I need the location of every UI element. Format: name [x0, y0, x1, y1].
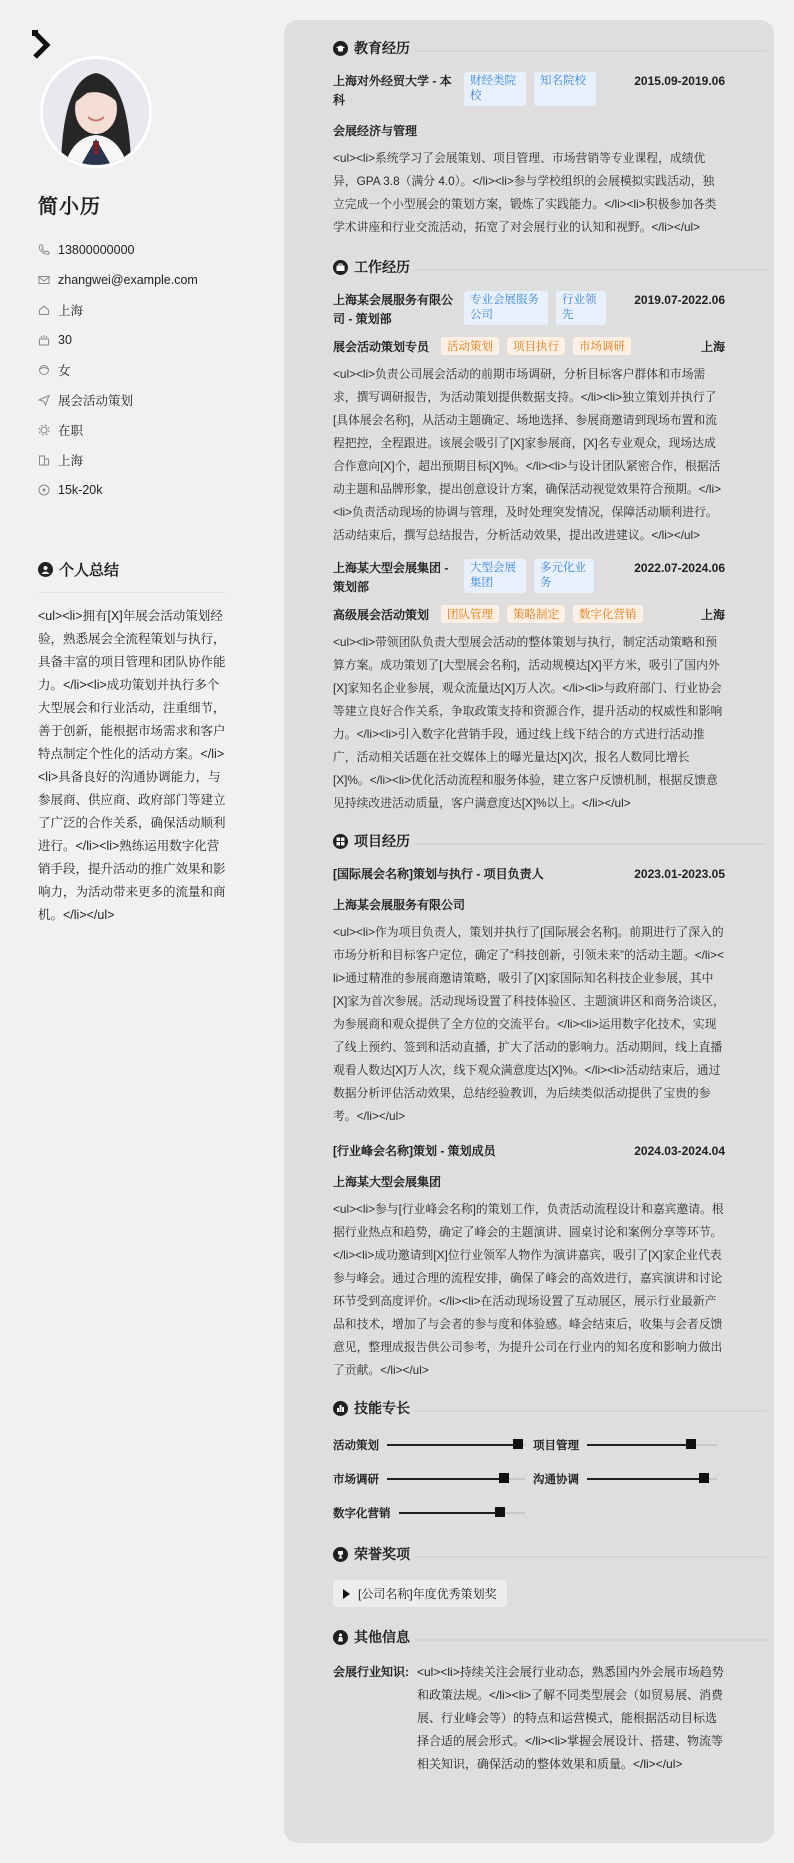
project-name: [行业峰会名称]策划 - 策划成员	[333, 1144, 496, 1158]
age-value: 30	[58, 333, 72, 347]
work-location: 上海	[700, 607, 725, 622]
skill-tag: 数字化营销	[573, 605, 643, 623]
status-value: 在职	[58, 424, 84, 438]
project-item-header	[333, 1142, 725, 1161]
triangle-right-icon	[343, 1589, 350, 1599]
trophy-icon	[333, 1547, 348, 1562]
age-icon	[38, 334, 50, 346]
skill-item	[333, 1466, 533, 1492]
skill-bar-fill	[399, 1512, 500, 1514]
skills-title	[333, 1396, 766, 1420]
skills-title-text: 技能专长	[354, 1400, 410, 1416]
education-section	[333, 36, 766, 239]
honors-section	[333, 1542, 766, 1607]
company-tag: 专业会展服务公司	[464, 291, 548, 325]
summary-section	[38, 559, 226, 927]
skill-tag: 策略制定	[507, 605, 565, 623]
home-row	[38, 295, 226, 325]
education-item-header	[333, 72, 725, 110]
city-row	[38, 445, 226, 475]
other-section	[333, 1625, 766, 1776]
work-desc: <ul><li>带领团队负责大型展会活动的整体策划与执行，制定活动策略和预算方案。成功策划了[大型展会名称]，活动规模达[X]平方米，吸引了国内外[X]家知名企业参展，观众流量达[X]万人次。</li><li>与政府部门、行业协会等建立良好合作关系，争取政策支持和资源合作，提升活动的权威性和影响力。</li><li>引入数字化营销手段，通过线上线下结合的方式进行活动推广，活动相关话题在社交媒体上的曝光量达[X]次，报名人数同比增长[X]%。</li><li>优化活动流程和服务体验，建立客户反馈机制，根据反馈意见持续改进活动质量，客户满意度达[X]%以上。</li></ul>	[333, 635, 723, 810]
gender-value: 女	[58, 364, 71, 378]
summary-title	[38, 559, 226, 593]
skill-bar-fill	[587, 1478, 704, 1480]
project-item-header	[333, 865, 725, 884]
mail-icon	[38, 274, 50, 286]
work-location: 上海	[700, 339, 725, 354]
education-title	[333, 36, 766, 60]
skill-bar	[587, 1478, 717, 1480]
work-role-line	[333, 605, 725, 623]
skill-bar-knob	[686, 1439, 696, 1449]
skill-bar	[387, 1444, 525, 1446]
divider	[415, 269, 766, 271]
gender-row	[38, 355, 226, 385]
skill-label: 数字化营销	[333, 1508, 391, 1520]
briefcase-icon	[333, 260, 348, 275]
divider	[415, 843, 766, 845]
status-row	[38, 415, 226, 445]
email-value: zhangwei@example.com	[58, 273, 198, 287]
skill-bar	[399, 1512, 525, 1514]
divider	[415, 50, 766, 52]
salary-row	[38, 475, 226, 505]
skill-tag: 项目执行	[507, 337, 565, 355]
email-row	[38, 265, 226, 295]
skill-tag: 团队管理	[441, 605, 499, 623]
work-item-header	[333, 559, 725, 597]
company-name: 上海某大型会展集团 - 策划部	[333, 561, 449, 594]
phone-row	[38, 235, 226, 265]
skill-label: 市场调研	[333, 1474, 379, 1486]
divider	[415, 1410, 766, 1412]
education-title-text: 教育经历	[354, 40, 410, 56]
school-tag: 知名院校	[534, 72, 596, 106]
user-icon	[38, 562, 53, 577]
sidebar	[38, 56, 226, 927]
projects-title-text: 项目经历	[354, 833, 410, 849]
profile-name: 简小历	[38, 196, 101, 218]
project-desc: <ul><li>作为项目负责人，策划并执行了[国际展会名称]。前期进行了深入的市场分析和目标客户定位，确定了“科技创新，引领未来”的活动主题。</li><li>通过精准的参展商邀请策略，吸引了[X]家国际知名科技企业参展，其中[X]家为首次参展。活动现场设置了科技体验区、主题演讲区和商务洽谈区，为参展商和观众提供了全方位的交流平台。</li><li>运用数字化技术，实现了线上预约、签到和活动直播，扩大了活动的影响力。活动期间，线上直播观看人数达[X]万人次，线下观众满意度达[X]%。</li><li>活动结束后，通过数据分析评估活动效果，总结经验教训，为后续类似活动提供了宝贵的参考。</li></ul>	[333, 925, 725, 1123]
skill-label: 沟通协调	[533, 1474, 579, 1486]
home-icon	[38, 304, 50, 316]
company-name: 上海某会展服务有限公司 - 策划部	[333, 293, 454, 326]
project-name: [国际展会名称]策划与执行 - 项目负责人	[333, 867, 544, 881]
work-title	[333, 255, 766, 279]
major: 会展经济与管理	[333, 124, 418, 138]
skill-item	[533, 1432, 725, 1458]
school-tags	[464, 72, 634, 106]
skill-bar-knob	[495, 1507, 505, 1517]
skills-section	[333, 1396, 766, 1526]
skill-tag: 活动策划	[441, 337, 499, 355]
skill-bar-fill	[587, 1444, 691, 1446]
education-desc: <ul><li>系统学习了会展策划、项目管理、市场营销等专业课程，成绩优异，GPA 3.8（满分 4.0）。</li><li>参与学校组织的会展模拟实践活动，独立完成一个小型展会的策划方案，锻炼了实践能力。</li><li>积极参加各类学术讲座和行业交流活动，拓宽了对会展行业的认知和视野。</li></ul>	[333, 151, 717, 234]
school-name: 上海对外经贸大学 - 本科	[333, 74, 452, 107]
graduation-cap-icon	[333, 41, 348, 56]
other-title	[333, 1625, 766, 1649]
skill-bar-knob	[513, 1439, 523, 1449]
send-icon	[38, 394, 50, 406]
work-title-text: 工作经历	[354, 259, 410, 275]
skills-grid	[333, 1432, 766, 1526]
contact-info	[38, 235, 226, 505]
project-date: 2024.03-2024.04	[634, 1144, 725, 1158]
person-icon	[333, 1630, 348, 1645]
company-tag: 行业领先	[556, 291, 606, 325]
company-tags	[464, 559, 634, 593]
skill-item	[533, 1466, 725, 1492]
project-desc: <ul><li>参与[行业峰会名称]的策划工作，负责活动流程设计和嘉宾邀请。根据行业热点和趋势，确定了峰会的主题演讲、圆桌讨论和案例分享等环节。</li><li>成功邀请到[X]位行业领军人物作为演讲嘉宾，吸引了[X]家企业代表参与峰会。通过合理的流程安排，确保了峰会的高效进行，嘉宾演讲和讨论环节受到高度评价。</li><li>在活动现场设置了互动展区，展示行业最新产品和技术，增加了与会者的参与度和体验感。峰会结束后，收集与会者反馈意见，整理成报告供公司参考，为提升公司在行业内的知名度和影响力做出了贡献。</li></ul>	[333, 1202, 724, 1377]
skill-item	[333, 1432, 533, 1458]
gender-icon	[38, 364, 50, 376]
skill-bar-fill	[387, 1444, 518, 1446]
education-date: 2015.09-2019.06	[634, 74, 725, 88]
work-item-header	[333, 291, 725, 329]
bar-chart-icon	[333, 1401, 348, 1416]
skill-bar	[387, 1478, 525, 1480]
honor-label: [公司名称]年度优秀策划奖	[358, 1587, 497, 1601]
city-value: 上海	[58, 454, 84, 468]
job-role: 高级展会活动策划	[333, 607, 430, 622]
divider	[415, 1556, 766, 1558]
work-date: 2022.07-2024.06	[634, 561, 725, 575]
avatar	[40, 56, 152, 168]
work-role-line	[333, 337, 725, 355]
honors-title	[333, 1542, 766, 1566]
job-role: 展会活动策划专员	[333, 339, 430, 354]
home-value: 上海	[58, 304, 84, 318]
grid-icon	[333, 834, 348, 849]
school-tag: 财经类院校	[464, 72, 526, 106]
skill-bar-fill	[387, 1478, 504, 1480]
work-desc: <ul><li>负责公司展会活动的前期市场调研，分析目标客户群体和市场需求，撰写调研报告，为活动策划提供数据支持。</li><li>独立策划并执行了[具体展会名称]，从活动主题确定、场地选择、参展商邀请到现场布置和流程把控，全程跟进。该展会吸引了[X]家参展商，[X]名专业观众，现场达成合作意向[X]个，超出预期目标[X]%。</li><li>与设计团队紧密合作，根据活动主题和品牌形象，提出创意设计方案，确保活动视觉效果符合预期。</li><li>负责活动现场的协调与管理，及时处理突发情况，保障活动顺利进行。活动结束后，撰写总结报告，分析活动效果，提出改进建议。</li></ul>	[333, 367, 722, 542]
other-item	[333, 1661, 766, 1776]
phone-value: 13800000000	[58, 243, 135, 257]
honors-title-text: 荣誉奖项	[354, 1546, 410, 1562]
other-key: 会展行业知识:	[333, 1665, 409, 1679]
skill-bar-knob	[499, 1473, 509, 1483]
project-company: 上海某会展服务有限公司	[333, 898, 466, 912]
building-icon	[38, 454, 50, 466]
salary-value: 15k-20k	[58, 483, 103, 497]
project-date: 2023.01-2023.05	[634, 867, 725, 881]
salary-icon	[38, 484, 50, 496]
target-job-row	[38, 385, 226, 415]
skill-item	[333, 1500, 533, 1526]
work-date: 2019.07-2022.06	[634, 293, 725, 307]
summary-title-text: 个人总结	[59, 562, 120, 579]
honor-item	[333, 1580, 507, 1607]
skill-label: 活动策划	[333, 1440, 379, 1452]
other-title-text: 其他信息	[354, 1629, 410, 1645]
skill-tag: 市场调研	[573, 337, 631, 355]
projects-section	[333, 829, 766, 1382]
age-row	[38, 325, 226, 355]
summary-text: <ul><li>拥有[X]年展会活动策划经验，熟悉展会全流程策划与执行，具备丰富的项目管理和团队协作能力。</li><li>成功策划并执行多个大型展会和行业活动，注重细节，善于创新，能根据市场需求和客户特点制定个性化的活动方案。</li><li>具备良好的沟通协调能力，与参展商、供应商、政府部门等建立了广泛的合作关系，确保活动顺利进行。</li><li>熟练运用数字化营销手段，提升活动的推广效果和影响力，为活动带来更多的流量和商机。</li></ul>	[38, 609, 226, 922]
skill-bar-knob	[699, 1473, 709, 1483]
work-section	[333, 255, 766, 815]
target-job-value: 展会活动策划	[58, 394, 134, 408]
divider	[415, 1639, 766, 1641]
main-panel	[284, 20, 774, 1843]
other-value: <ul><li>持续关注会展行业动态，熟悉国内外会展市场趋势和政策法规。</li><li>了解不同类型展会（如贸易展、消费展、行业峰会等）的特点和运营模式，能根据活动目标选择合适的展会形式。</li><li>掌握会展设计、搭建、物流等相关知识，确保活动的整体效果和质量。</li></ul>	[417, 1665, 724, 1771]
company-tags	[464, 291, 634, 325]
skill-label: 项目管理	[533, 1440, 579, 1452]
company-tag: 多元化业务	[534, 559, 594, 593]
projects-title	[333, 829, 766, 853]
status-icon	[38, 424, 50, 436]
company-tag: 大型会展集团	[464, 559, 526, 593]
skill-bar	[587, 1444, 717, 1446]
project-company: 上海某大型会展集团	[333, 1175, 442, 1189]
phone-icon	[38, 244, 50, 256]
